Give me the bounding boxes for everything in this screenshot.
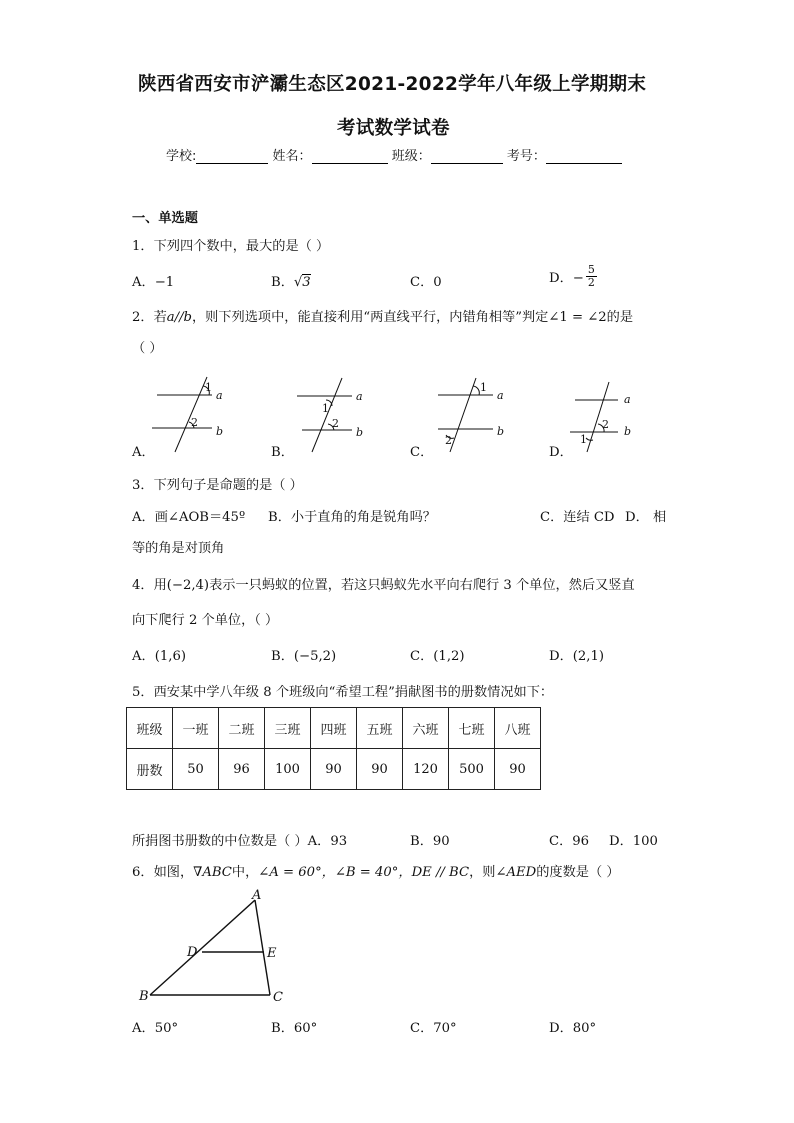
line-a-label: a	[356, 390, 363, 403]
q5-table	[126, 707, 541, 790]
line-b-label: b	[624, 425, 632, 438]
angle-1-label: 1	[580, 433, 587, 446]
vertex-b-label: B	[139, 989, 149, 1004]
angle-2-label: 2	[602, 418, 609, 431]
q4-option-d[interactable]: D．(2,1)	[549, 649, 605, 664]
table-row	[127, 749, 541, 790]
table-cell: 册数	[127, 749, 173, 790]
q4-stem	[132, 574, 635, 593]
line-b-label: b	[497, 425, 505, 438]
table-header-row	[127, 708, 541, 749]
angle-1-label: 1	[205, 381, 212, 394]
table-cell: 二班	[219, 708, 265, 749]
table-cell: 90	[495, 749, 541, 790]
school-label: 学校:	[166, 149, 197, 164]
q3-option-d-cont: 等的角是对顶角	[132, 541, 225, 556]
section-heading: 一、单选题	[132, 211, 198, 226]
table-cell: 八班	[495, 708, 541, 749]
q1-stem: 1．下列四个数中，最大的是（ ）	[132, 239, 330, 254]
table-cell: 96	[219, 749, 265, 790]
q6-target-angle: ∠AED	[495, 865, 537, 880]
q4-option-c[interactable]: C．(1,2)	[410, 649, 465, 664]
q1-option-d-label: D．−	[549, 271, 584, 286]
angle-2-label: 2	[191, 416, 198, 429]
q2-figure-b[interactable]	[297, 378, 363, 452]
q6-option-b[interactable]: B．60°	[271, 1021, 318, 1036]
number-label: 考号：	[506, 149, 546, 164]
vertex-a-label: A	[252, 888, 262, 903]
table-cell: 三班	[265, 708, 311, 749]
table-cell: 90	[311, 749, 357, 790]
q4-option-a[interactable]: A．(1,6)	[132, 649, 186, 664]
side-ab	[150, 900, 255, 995]
q3-option-b[interactable]: B．小于直角的角是锐角吗？	[268, 510, 436, 525]
q1-option-d[interactable]	[549, 264, 597, 289]
point-d-label: D	[187, 945, 198, 960]
q5-option-b[interactable]: B．90	[410, 834, 450, 849]
q6-stem	[132, 861, 620, 880]
q3-option-a[interactable]: A．画∠AOB＝45º	[132, 510, 246, 525]
q6-conditions: ∠A = 60°，∠B = 40°，DE // BC	[258, 865, 470, 880]
table-cell: 50	[173, 749, 219, 790]
q6-triangle-figure	[135, 888, 295, 1010]
q1-option-a[interactable]: A．−1	[132, 275, 175, 290]
q6-stem-part: ，则	[469, 865, 496, 880]
fraction-numerator: 5	[587, 263, 595, 276]
sqrt-sign-icon: √	[293, 275, 303, 290]
angle-2-label: 2	[332, 417, 339, 430]
q2-stem-part: 的是	[606, 310, 634, 325]
angle-2-label: 2	[445, 434, 452, 447]
q1-option-b-value: 3	[302, 275, 311, 290]
doc-title-line2: 考试数学试卷	[337, 118, 450, 139]
q4-stem-part: 表示一只蚂蚁的位置，若这只蚂蚁先水平向右爬行 3 个单位，然后又竖直	[209, 578, 635, 593]
q6-stem-part: 中，	[231, 865, 259, 880]
q6-option-c[interactable]: C．70°	[410, 1021, 457, 1036]
q6-stem-part: 的度数是（ ）	[536, 865, 620, 880]
q1-option-b-label: B．	[271, 275, 294, 290]
angle-1-label: 1	[322, 402, 329, 415]
q2-option-a[interactable]: A．	[132, 445, 155, 460]
table-cell: 五班	[357, 708, 403, 749]
point-e-label: E	[267, 946, 277, 961]
q3-stem: 3．下列句子是命题的是（ ）	[132, 478, 303, 493]
q2-stem-line2: （ ）	[132, 341, 163, 356]
q2-figure-a[interactable]	[152, 377, 223, 452]
q6-option-a[interactable]: A．50°	[132, 1021, 179, 1036]
q4-option-b[interactable]: B．(−5,2)	[271, 649, 337, 664]
q5-question[interactable]: 所捐图书册数的中位数是（ ）A．93	[132, 834, 348, 849]
q2-stem-part: 2．若	[132, 310, 167, 325]
q2-figure-c[interactable]	[438, 378, 504, 452]
line-a-label: a	[497, 389, 504, 402]
fraction-denominator: 2	[587, 276, 595, 289]
number-blank[interactable]	[546, 149, 622, 164]
q2-angle-expr: ∠1 = ∠2	[548, 310, 607, 325]
q3-option-d[interactable]: D． 相	[625, 510, 667, 525]
angle-1-label: 1	[480, 381, 487, 394]
fraction	[586, 264, 597, 289]
q2-option-c[interactable]: C．	[410, 445, 434, 460]
q2-stem-part: ，则下列选项中，能直接利用“两直线平行，内错角相等”判定	[191, 310, 549, 325]
q6-stem-part: 6．如图，	[132, 865, 194, 880]
q1-option-c[interactable]: C．0	[410, 275, 442, 290]
table-cell: 90	[357, 749, 403, 790]
doc-title-line1: 陕西省西安市浐灞生态区2021-2022学年八年级上学期期末	[138, 74, 647, 95]
table-cell: 120	[403, 749, 449, 790]
line-a-label: a	[216, 389, 223, 402]
table-cell: 100	[265, 749, 311, 790]
table-cell: 一班	[173, 708, 219, 749]
line-a-label: a	[624, 393, 631, 406]
class-blank[interactable]	[431, 149, 503, 164]
vertex-c-label: C	[273, 990, 283, 1005]
q4-stem-line2: 向下爬行 2 个单位，（ ）	[132, 613, 279, 628]
q3-option-c[interactable]: C．连结 CD	[540, 510, 615, 525]
q2-stem	[132, 306, 633, 325]
class-label: 班级：	[391, 149, 431, 164]
q2-option-b[interactable]: B．	[271, 445, 294, 460]
q4-stem-part: 4．用	[132, 578, 167, 593]
info-line	[166, 145, 622, 164]
q2-parallel-expr: a//b	[166, 310, 192, 325]
line-b-label: b	[356, 426, 364, 439]
table-cell: 六班	[403, 708, 449, 749]
q2-figure-d[interactable]	[570, 382, 631, 452]
table-cell: 500	[449, 749, 495, 790]
school-blank[interactable]	[196, 149, 268, 164]
name-blank[interactable]	[312, 149, 388, 164]
table-cell: 班级	[127, 708, 173, 749]
q6-option-d[interactable]: D．80°	[549, 1021, 597, 1036]
q6-triangle: ∇ABC	[193, 865, 232, 880]
name-label: 姓名：	[272, 149, 312, 164]
q5-option-d[interactable]: D．100	[609, 834, 658, 849]
q4-point: (−2,4)	[166, 578, 210, 593]
table-cell: 四班	[311, 708, 357, 749]
q5-stem: 5．西安某中学八年级 8 个班级向“希望工程”捐献图书的册数情况如下：	[132, 685, 554, 700]
q2-option-d[interactable]: D．	[549, 445, 573, 460]
table-cell: 七班	[449, 708, 495, 749]
line-b-label: b	[216, 425, 224, 438]
q5-option-c[interactable]: C．96	[549, 834, 590, 849]
q1-option-b[interactable]	[271, 271, 311, 290]
